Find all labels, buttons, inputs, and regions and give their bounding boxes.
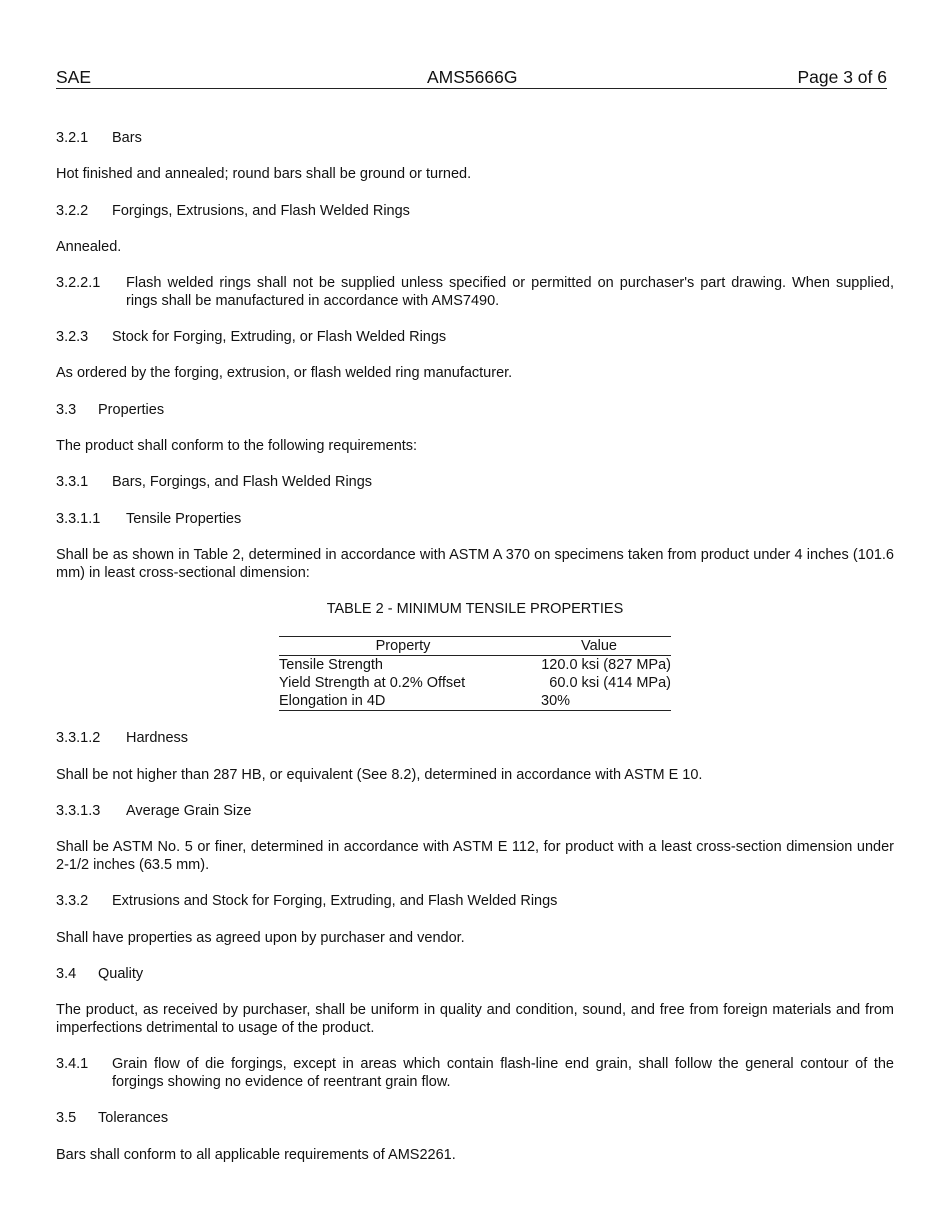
section-heading-3-3-1-2 xyxy=(56,729,188,747)
table-title: TABLE 2 - MINIMUM TENSILE PROPERTIES xyxy=(326,601,624,617)
section-3-2-2-1 xyxy=(56,274,894,310)
paragraph: Bars shall conform to all applicable requirements of AMS2261. xyxy=(56,1147,456,1163)
cell-value: 60.0 ksi (414 MPa) xyxy=(549,675,671,691)
section-title: Stock for Forging, Extruding, or Flash Welded Rings xyxy=(112,329,447,345)
page-header xyxy=(56,68,887,89)
paragraph: As ordered by the forging, extrusion, or flash welded ring manufacturer. xyxy=(56,365,513,381)
section-heading-3-3-1 xyxy=(56,473,372,491)
section-number: 3.3.1 xyxy=(56,474,89,490)
section-title: Forgings, Extrusions, and Flash Welded Rings xyxy=(112,203,410,219)
section-heading-3-2-1 xyxy=(56,129,142,147)
paragraph: Shall be not higher than 287 HB, or equivalent (See 8.2), determined in accordance with ASTM E 10. xyxy=(56,767,703,783)
cell-property: Elongation in 4D xyxy=(279,692,527,711)
section-title: Bars, Forgings, and Flash Welded Rings xyxy=(112,474,373,490)
section-title: Tensile Properties xyxy=(126,511,242,527)
paragraph: The product shall conform to the following requirements: xyxy=(56,438,418,454)
paragraph: Shall be as shown in Table 2, determined in accordance with ASTM A 370 on specimens taken from product under 4 inches (101.6 mm) in least cross-sectional dimension: xyxy=(56,547,894,581)
section-title: Properties xyxy=(98,402,165,418)
section-title: Average Grain Size xyxy=(126,803,252,819)
section-title: Bars xyxy=(112,130,142,146)
paragraph: Shall be ASTM No. 5 or finer, determined in accordance with ASTM E 112, for product with a least cross-section dimension under 2-1/2 inches (63.5 mm). xyxy=(56,839,894,873)
table-row xyxy=(279,656,671,675)
section-heading-3-5 xyxy=(56,1109,168,1127)
paragraph: Grain flow of die forgings, except in areas which contain flash-line end grain, shall follow the general contour of the forgings showing no evidence of reentrant grain flow. xyxy=(112,1056,894,1090)
section-number: 3.3.2 xyxy=(56,893,89,909)
tensile-properties-table xyxy=(279,636,671,711)
header-doc-number: AMS5666G xyxy=(427,67,518,87)
section-heading-3-3-1-1 xyxy=(56,510,241,528)
section-heading-3-4 xyxy=(56,965,143,983)
section-number: 3.3.1.3 xyxy=(56,803,101,819)
section-heading-3-3 xyxy=(56,401,164,419)
column-header-property: Property xyxy=(279,637,527,656)
cell-property: Tensile Strength xyxy=(279,657,383,673)
section-number: 3.2.2 xyxy=(56,203,89,219)
paragraph: Hot finished and annealed; round bars shall be ground or turned. xyxy=(56,166,472,182)
paragraph: Shall have properties as agreed upon by purchaser and vendor. xyxy=(56,930,465,946)
section-number: 3.4.1 xyxy=(56,1056,89,1072)
column-header-value: Value xyxy=(527,637,671,656)
paragraph: Annealed. xyxy=(56,239,122,255)
table-row xyxy=(279,674,671,692)
section-heading-3-2-3 xyxy=(56,328,446,346)
section-number: 3.3 xyxy=(56,402,77,418)
section-title: Extrusions and Stock for Forging, Extruding, and Flash Welded Rings xyxy=(112,893,558,909)
section-title: Tolerances xyxy=(98,1110,169,1126)
table-header-row xyxy=(279,637,671,656)
header-org: SAE xyxy=(56,67,92,87)
section-number: 3.3.1.2 xyxy=(56,730,101,746)
section-3-4-1 xyxy=(56,1055,894,1091)
section-number: 3.2.2.1 xyxy=(56,275,101,291)
section-number: 3.2.1 xyxy=(56,130,89,146)
section-heading-3-3-2 xyxy=(56,892,557,910)
section-number: 3.2.3 xyxy=(56,329,89,345)
section-heading-3-3-1-3 xyxy=(56,802,251,820)
section-heading-3-2-2 xyxy=(56,202,410,220)
section-number: 3.3.1.1 xyxy=(56,511,101,527)
cell-value: 30% xyxy=(527,692,671,711)
table-row xyxy=(279,692,671,711)
section-number: 3.4 xyxy=(56,966,77,982)
paragraph: Flash welded rings shall not be supplied unless specified or permitted on purchaser's part drawing. When supplied, rings shall be manufactured in accordance with AMS7490. xyxy=(126,275,894,309)
paragraph: The product, as received by purchaser, shall be uniform in quality and condition, sound, and free from foreign materials and from imperfections detrimental to usage of the product. xyxy=(56,1002,894,1036)
cell-value: 120.0 ksi (827 MPa) xyxy=(541,657,671,673)
header-page-number: Page 3 of 6 xyxy=(797,67,887,87)
section-number: 3.5 xyxy=(56,1110,77,1126)
section-title: Hardness xyxy=(126,730,189,746)
cell-property: Yield Strength at 0.2% Offset xyxy=(279,675,466,691)
section-title: Quality xyxy=(98,966,144,982)
